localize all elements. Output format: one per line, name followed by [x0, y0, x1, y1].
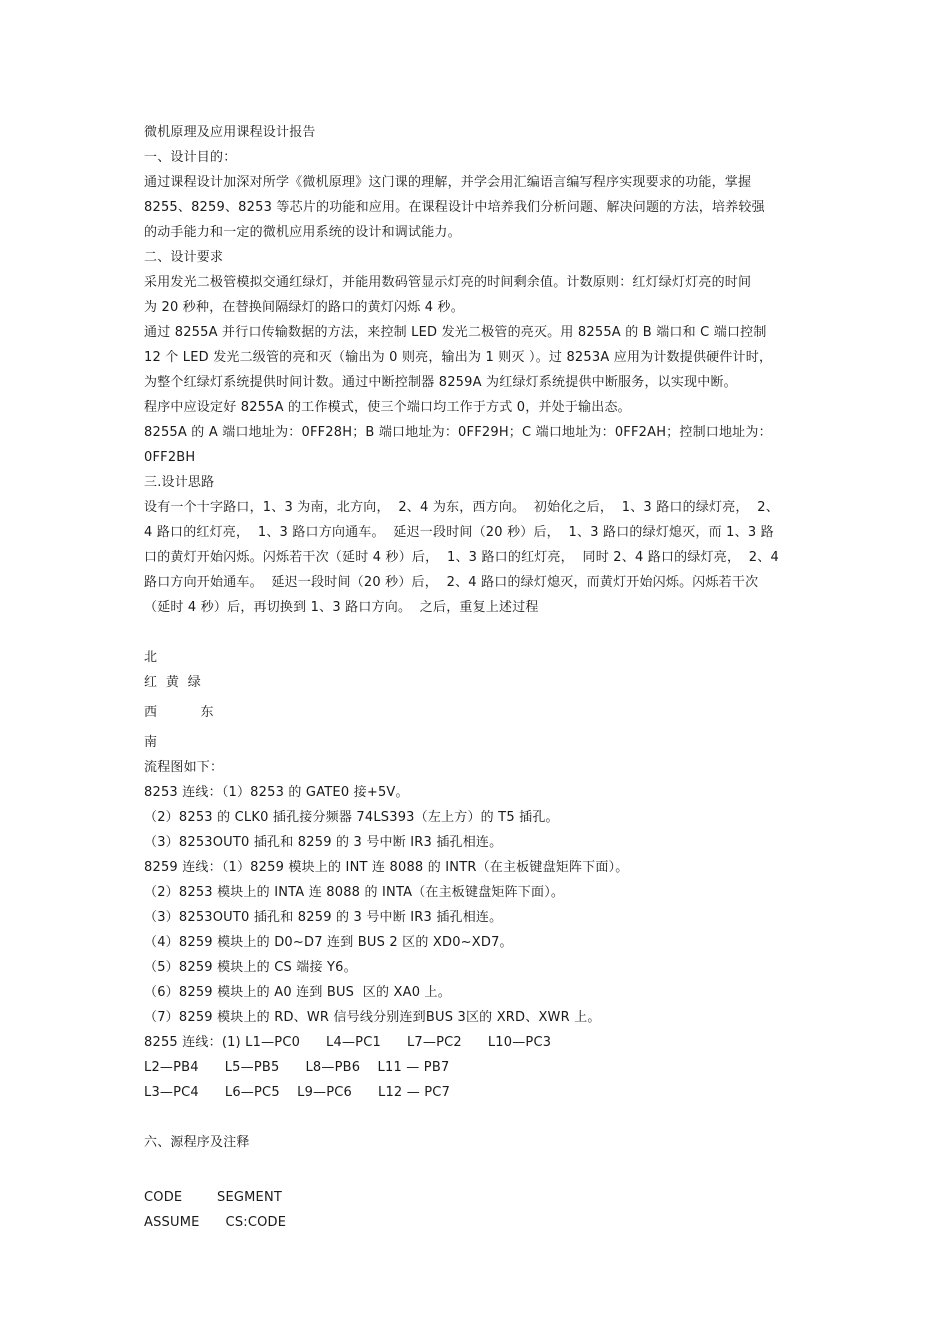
paragraph-line: 通过 8255A 并行口传输数据的方法，来控制 LED 发光二极管的亮灭。用 8255A 的 B 端口和 C 端口控制	[144, 325, 767, 340]
wiring-line: （7）8259 模块上的 RD、WR 信号线分别连到BUS 3区的 XRD、XWR 上。	[144, 1010, 601, 1025]
code-line: ASSUME CS:CODE	[144, 1215, 287, 1230]
paragraph-line: 8255、8259、8253 等芯片的功能和应用。在课程设计中培养我们分析问题、解决问题的方法，培养较强	[144, 200, 765, 215]
paragraph-line: 12 个 LED 发光二级管的亮和灭（输出为 0 则亮，输出为 1 则灭 ）。过 8253A 应用为计数提供硬件计时，	[144, 350, 773, 365]
section-heading: 一、设计目的：	[144, 150, 237, 165]
wiring-line: （3）8253OUT0 插孔和 8259 的 3 号中断 IR3 插孔相连。	[144, 910, 503, 925]
paragraph-line: 通过课程设计加深对所学《微机原理》这门课的理解，并学会用汇编语言编写程序实现要求的功能，掌握	[144, 175, 752, 190]
paragraph-line: 流程图如下：	[144, 760, 224, 775]
paragraph-line: 8255A 的 A 端口地址为：0FF28H；B 端口地址为：0FF29H；C 端口地址为：0FF2AH；控制口地址为：	[144, 425, 772, 440]
wiring-line: L2—PB4 L5—PB5 L8—PB6 L11 — PB7	[144, 1060, 450, 1075]
wiring-line: （5）8259 模块上的 CS 端接 Y6。	[144, 960, 357, 975]
diagram-label: 西 东	[144, 705, 214, 720]
wiring-line: （2）8253 模块上的 INTA 连 8088 的 INTA（在主板键盘矩阵下面）。	[144, 885, 565, 900]
paragraph-line: 为整个红绿灯系统提供时间计数。通过中断控制器 8259A 为红绿灯系统提供中断服务，以实现中断。	[144, 375, 737, 390]
section-heading: 六、源程序及注释	[144, 1135, 250, 1150]
paragraph-line: 采用发光二极管模拟交通红绿灯，并能用数码管显示灯亮的时间剩余值。计数原则：红灯绿灯灯亮的时间	[144, 275, 752, 290]
paragraph-line: 为 20 秒种，在替换间隔绿灯的路口的黄灯闪烁 4 秒。	[144, 300, 464, 315]
paragraph-line: 4 路口的红灯亮， 1、3 路口方向通车。 延迟一段时间（20 秒）后， 1、3 路口的绿灯熄灭，而 1、3 路	[144, 525, 774, 540]
diagram-label: 北	[144, 650, 158, 665]
paragraph-line: （延时 4 秒）后，再切换到 1、3 路口方向。 之后，重复上述过程	[144, 600, 539, 615]
wiring-line: 8255 连线：(1) L1—PC0 L4—PC1 L7—PC2 L10—PC3	[144, 1035, 552, 1050]
wiring-line: （6）8259 模块上的 A0 连到 BUS 区的 XA0 上。	[144, 985, 451, 1000]
wiring-line: 8253 连线：（1）8253 的 GATE0 接+5V。	[144, 785, 409, 800]
wiring-line: （2）8253 的 CLK0 插孔接分频器 74LS393（左上方）的 T5 插孔。	[144, 810, 559, 825]
wiring-line: 8259 连线：（1）8259 模块上的 INT 连 8088 的 INTR（在主板键盘矩阵下面）。	[144, 860, 629, 875]
paragraph-line: 设有一个十字路口，1、3 为南，北方向， 2、4 为东，西方向。 初始化之后， 1、3 路口的绿灯亮， 2、	[144, 500, 779, 515]
paragraph-line: 口的黄灯开始闪烁。闪烁若干次（延时 4 秒）后， 1、3 路口的红灯亮， 同时 2、4 路口的绿灯亮， 2、4	[144, 550, 779, 565]
paragraph-line: 路口方向开始通车。 延迟一段时间（20 秒）后， 2、4 路口的绿灯熄灭，而黄灯开始闪烁。闪烁若干次	[144, 575, 759, 590]
code-line: CODE SEGMENT	[144, 1190, 283, 1205]
paragraph-line: 0FF2BH	[144, 450, 196, 465]
doc-title: 微机原理及应用课程设计报告	[144, 125, 316, 140]
diagram-label: 南	[144, 735, 158, 750]
section-heading: 二、设计要求	[144, 250, 224, 265]
paragraph-line: 程序中应设定好 8255A 的工作模式，使三个端口均工作于方式 0，并处于输出态。	[144, 400, 631, 415]
wiring-line: （3）8253OUT0 插孔和 8259 的 3 号中断 IR3 插孔相连。	[144, 835, 503, 850]
section-heading: 三.设计思路	[144, 475, 215, 490]
wiring-line: L3—PC4 L6—PC5 L9—PC6 L12 — PC7	[144, 1085, 451, 1100]
diagram-label: 红 黄 绿	[144, 675, 201, 690]
wiring-line: （4）8259 模块上的 D0~D7 连到 BUS 2 区的 XD0~XD7。	[144, 935, 513, 950]
paragraph-line: 的动手能力和一定的微机应用系统的设计和调试能力。	[144, 225, 461, 240]
